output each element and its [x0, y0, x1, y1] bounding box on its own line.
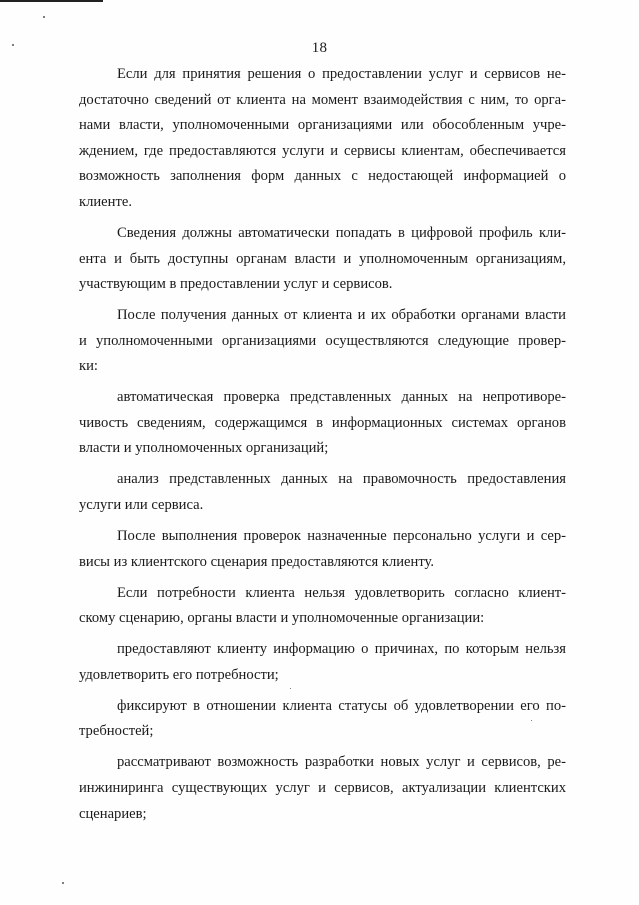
text-line: удовлетворить его потребности;: [79, 666, 279, 683]
paragraph: [79, 62, 566, 216]
text-line: висы из клиентского сценария предоставляются клиенту.: [79, 553, 435, 570]
text-line: инжиниринга существующих услуг и сервисов, актуализации клиентских: [79, 779, 566, 796]
text-line: возможность заполнения форм данных с недостающей информацией о: [79, 168, 566, 185]
text-line: скому сценарию, органы власти и уполномоченные организации:: [79, 610, 485, 627]
text-line: После выполнения проверок назначенные персонально услуги и сер-: [117, 528, 566, 545]
text-line: власти и уполномоченных организаций;: [79, 440, 329, 457]
text-line: услуги или сервиса.: [79, 497, 204, 514]
text-line: достаточно сведений от клиента на момент взаимодействия с ним, то орга-: [79, 91, 566, 108]
text-line: анализ представленных данных на правомочность предоставления: [117, 471, 566, 488]
paragraph: [79, 221, 566, 298]
paragraph: [79, 524, 566, 575]
text-line: После получения данных от клиента и их обработки органами власти: [117, 307, 566, 324]
text-line: нами власти, уполномоченными организациями или обособленным учре-: [79, 117, 566, 134]
text-line: Если потребности клиента нельзя удовлетворить согласно клиент-: [117, 584, 566, 601]
paragraph: [79, 581, 566, 632]
text-line: рассматривают возможность разработки новых услуг и сервисов, ре-: [117, 754, 566, 771]
scan-speck: [43, 16, 45, 18]
paragraph: [79, 637, 566, 688]
text-line: и уполномоченными организациями осуществляются следующие провер-: [79, 332, 566, 349]
paragraph: [79, 303, 566, 380]
text-line: автоматическая проверка представленных данных на непротиворе-: [117, 389, 566, 406]
text-line: Сведения должны автоматически попадать в цифровой профиль кли-: [117, 224, 566, 241]
text-line: предоставляют клиенту информацию о причинах, по которым нельзя: [117, 641, 566, 658]
scan-speck: [62, 882, 64, 884]
text-line: Если для принятия решения о предоставлении услуг и сервисов не-: [117, 66, 566, 82]
body-text: [79, 62, 566, 833]
text-line: ждением, где предоставляются услуги и сервисы клиентам, обеспечивается: [79, 142, 566, 159]
text-line: ента и быть доступны органам власти и уполномоченным организациям,: [79, 250, 566, 267]
paragraph: [79, 750, 566, 827]
scan-artifact-line: [0, 0, 103, 2]
text-line: клиенте.: [79, 193, 132, 210]
paragraph: [79, 385, 566, 462]
text-line: сценариев;: [79, 805, 147, 822]
text-line: участвующим в предоставлении услуг и сервисов.: [79, 276, 393, 293]
page-number: 18: [311, 40, 328, 56]
text-line: требностей;: [79, 723, 154, 740]
text-line: ки:: [79, 358, 98, 375]
text-line: фиксируют в отношении клиента статусы об удовлетворении его по-: [117, 697, 566, 714]
paragraph: [79, 694, 566, 745]
paragraph: [79, 467, 566, 518]
text-line: чивость сведениям, содержащимся в информационных системах органов: [79, 414, 566, 431]
